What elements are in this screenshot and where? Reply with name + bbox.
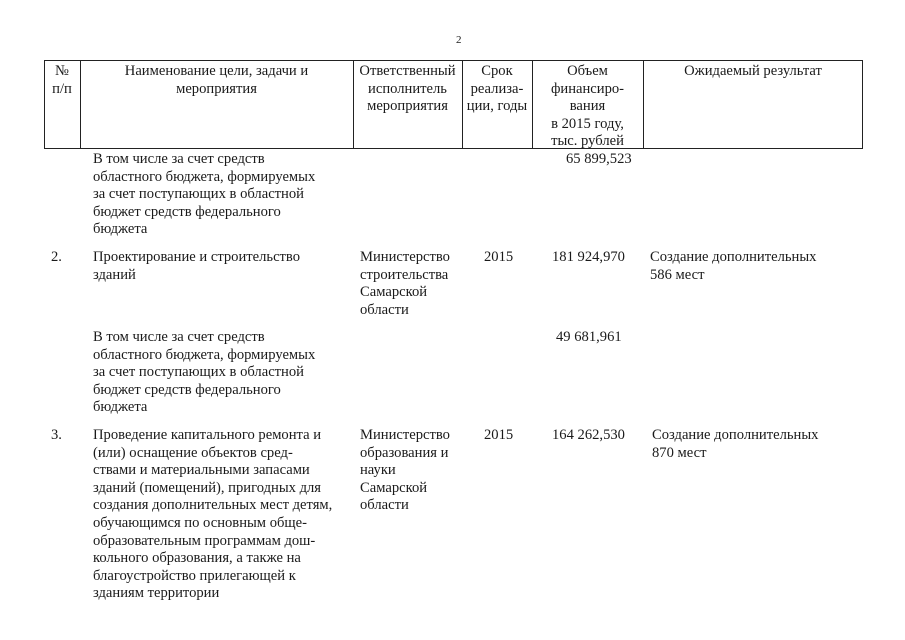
executor-line: строительства [360,266,449,283]
name-line: обучающимся по основным обще- [93,514,307,531]
header-line: Объем [567,63,608,79]
header-line: финансиро- [550,80,625,97]
name-line: зданий (помещений), пригодных для [93,479,322,496]
name-line: кольного образования, а также на [93,550,301,567]
name-line: бюджет средств федерального [93,203,281,220]
row-2-term: 2015 [484,249,514,265]
header-line: № [55,63,69,79]
name-line: бюджета [93,399,148,416]
row-3-funding: 164 262,530 [552,427,625,443]
name-line: В том числе за счет средств [93,329,265,345]
name-line: Проведение капитального ремонта и [93,427,322,443]
name-line: зданий [93,266,136,283]
row-2-subtotal-funding: 49 681,961 [556,329,622,345]
result-line: Создание дополнительных [652,427,819,443]
row-3-executor [360,427,460,515]
row-2-result [650,249,850,284]
executor-line: области [360,497,409,514]
header-line: Наименование цели, задачи и [124,63,309,79]
executor-line: области [360,301,409,318]
name-line: ствами и материальными запасами [93,462,310,479]
header-line: п/п [52,80,72,97]
name-line: Проектирование и строительство [93,249,301,265]
name-line: зданиям территории [93,585,220,602]
name-line: благоустройство прилегающей к [93,567,296,584]
row-1-subtotal-funding: 65 899,523 [566,151,632,167]
result-line: Создание дополнительных [650,249,817,265]
name-line: областного бюджета, формируемых [93,168,316,185]
executor-line: Самарской [360,284,428,301]
header-line: Срок [481,63,513,79]
executor-line: Самарской [360,479,428,496]
header-line: вания [569,98,606,115]
result-line: 586 мест [650,266,705,283]
header-name [80,63,353,98]
header-line: Ответственный [359,63,456,79]
executor-line: науки [360,462,396,479]
row-3-num: 3. [51,427,62,443]
name-line: образовательным программам дош- [93,532,316,549]
executor-line: образования и [360,444,449,461]
executor-line: Министерство [360,249,450,265]
header-result [643,63,863,81]
name-line: бюджета [93,221,148,238]
header-line: ции, годы [466,98,528,115]
name-line: создания дополнительных мест детям, [93,497,333,514]
row-2-funding: 181 924,970 [552,249,625,265]
header-line: реализа- [470,80,524,97]
header-line: в 2015 году, [551,115,624,132]
result-line: 870 мест [652,444,707,461]
executor-line: Министерство [360,427,450,443]
header-line: тыс. рублей [551,133,624,150]
page-number: 2 [456,34,462,46]
name-line: В том числе за счет средств [93,151,265,167]
header-funding [532,63,643,151]
row-3-result [652,427,852,462]
row-2-name [93,249,351,284]
name-line: за счет поступающих в областной [93,364,304,381]
row-3-name [93,427,351,603]
row-2-subtotal-name [93,329,351,417]
header-line: исполнитель [368,80,447,97]
header-line: мероприятия [367,98,448,115]
header-line: мероприятия [176,80,257,97]
header-num [44,63,80,98]
name-line: за счет поступающих в областной [93,186,304,203]
name-line: областного бюджета, формируемых [93,346,316,363]
row-2-executor [360,249,460,319]
row-2-num: 2. [51,249,62,265]
header-executor [353,63,462,116]
header-line: Ожидаемый результат [684,63,822,79]
name-line: бюджет средств федерального [93,381,281,398]
row-3-term: 2015 [484,427,514,443]
header-term [462,63,532,116]
row-1-subtotal-name [93,151,351,239]
name-line: (или) оснащение объектов сред- [93,444,293,461]
